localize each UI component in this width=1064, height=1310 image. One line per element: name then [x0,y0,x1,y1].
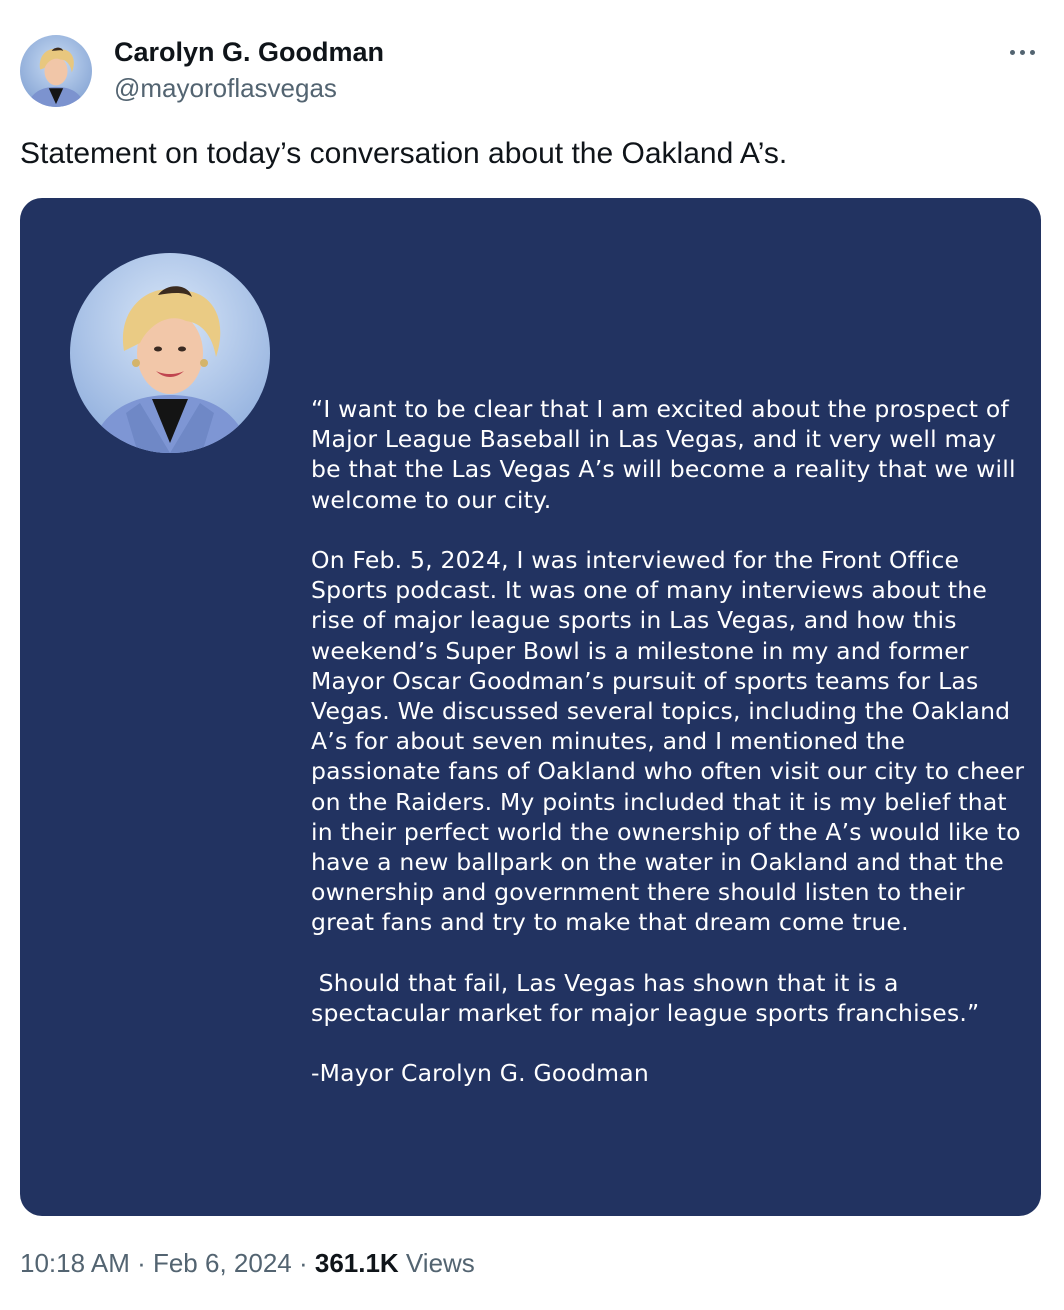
statement-paragraph: On Feb. 5, 2024, I was interviewed for the Front Office Sports podcast. It was one of many interviews about the rise of major league sports in Las Vegas, and how this weekend’s Super Bowl is a milestone in my and former Mayor Oscar Goodman’s pursuit of sports teams for Las Vegas. We discussed several topics, including the Oakland A’s for about seven minutes, and I mentioned the passionate fans of Oakland who often visit our city to cheer on the Raiders. My points included that it is my belief that in their perfect world the ownership of the A’s would like to have a new ballpark on the water in Oakland and that the ownership and government there should listen to their great fans and try to make that dream come true. [311,546,1025,937]
meta-separator: · [291,1248,315,1278]
statement-paragraph: Should that fail, Las Vegas has shown that it is a spectacular market for major league sports franchises.” [311,968,980,1028]
more-dot [1020,50,1025,55]
more-dot [1030,50,1035,55]
mayor-portrait-photo [70,253,270,453]
tweet-meta [20,1246,475,1280]
more-horizontal-icon[interactable] [1002,40,1042,64]
portrait-image [70,253,270,453]
avatar-portrait-image [20,35,92,107]
statement-text [311,394,1026,1089]
statement-paragraph: “I want to be clear that I am excited about the prospect of Major League Baseball in Las Vegas, and it very well may be that the Las Vegas A’s will become a reality that we will welcome to our city. [311,395,1016,514]
author-avatar[interactable] [20,35,92,107]
author-handle[interactable]: @mayoroflasvegas [114,73,337,103]
meta-separator: · [129,1248,153,1278]
more-dot [1010,50,1015,55]
views-label: Views [398,1248,475,1278]
author-display-name[interactable]: Carolyn G. Goodman [114,37,385,67]
views-count: 361.1K [314,1248,399,1278]
tweet-time[interactable]: 10:18 AM [20,1248,130,1278]
tweet-date[interactable]: Feb 6, 2024 [152,1248,292,1278]
tweet-text: Statement on today’s conversation about the Oakland A’s. [20,137,788,170]
tweet-media-image[interactable] [20,198,1041,1216]
statement-signature: -Mayor Carolyn G. Goodman [311,1059,649,1088]
